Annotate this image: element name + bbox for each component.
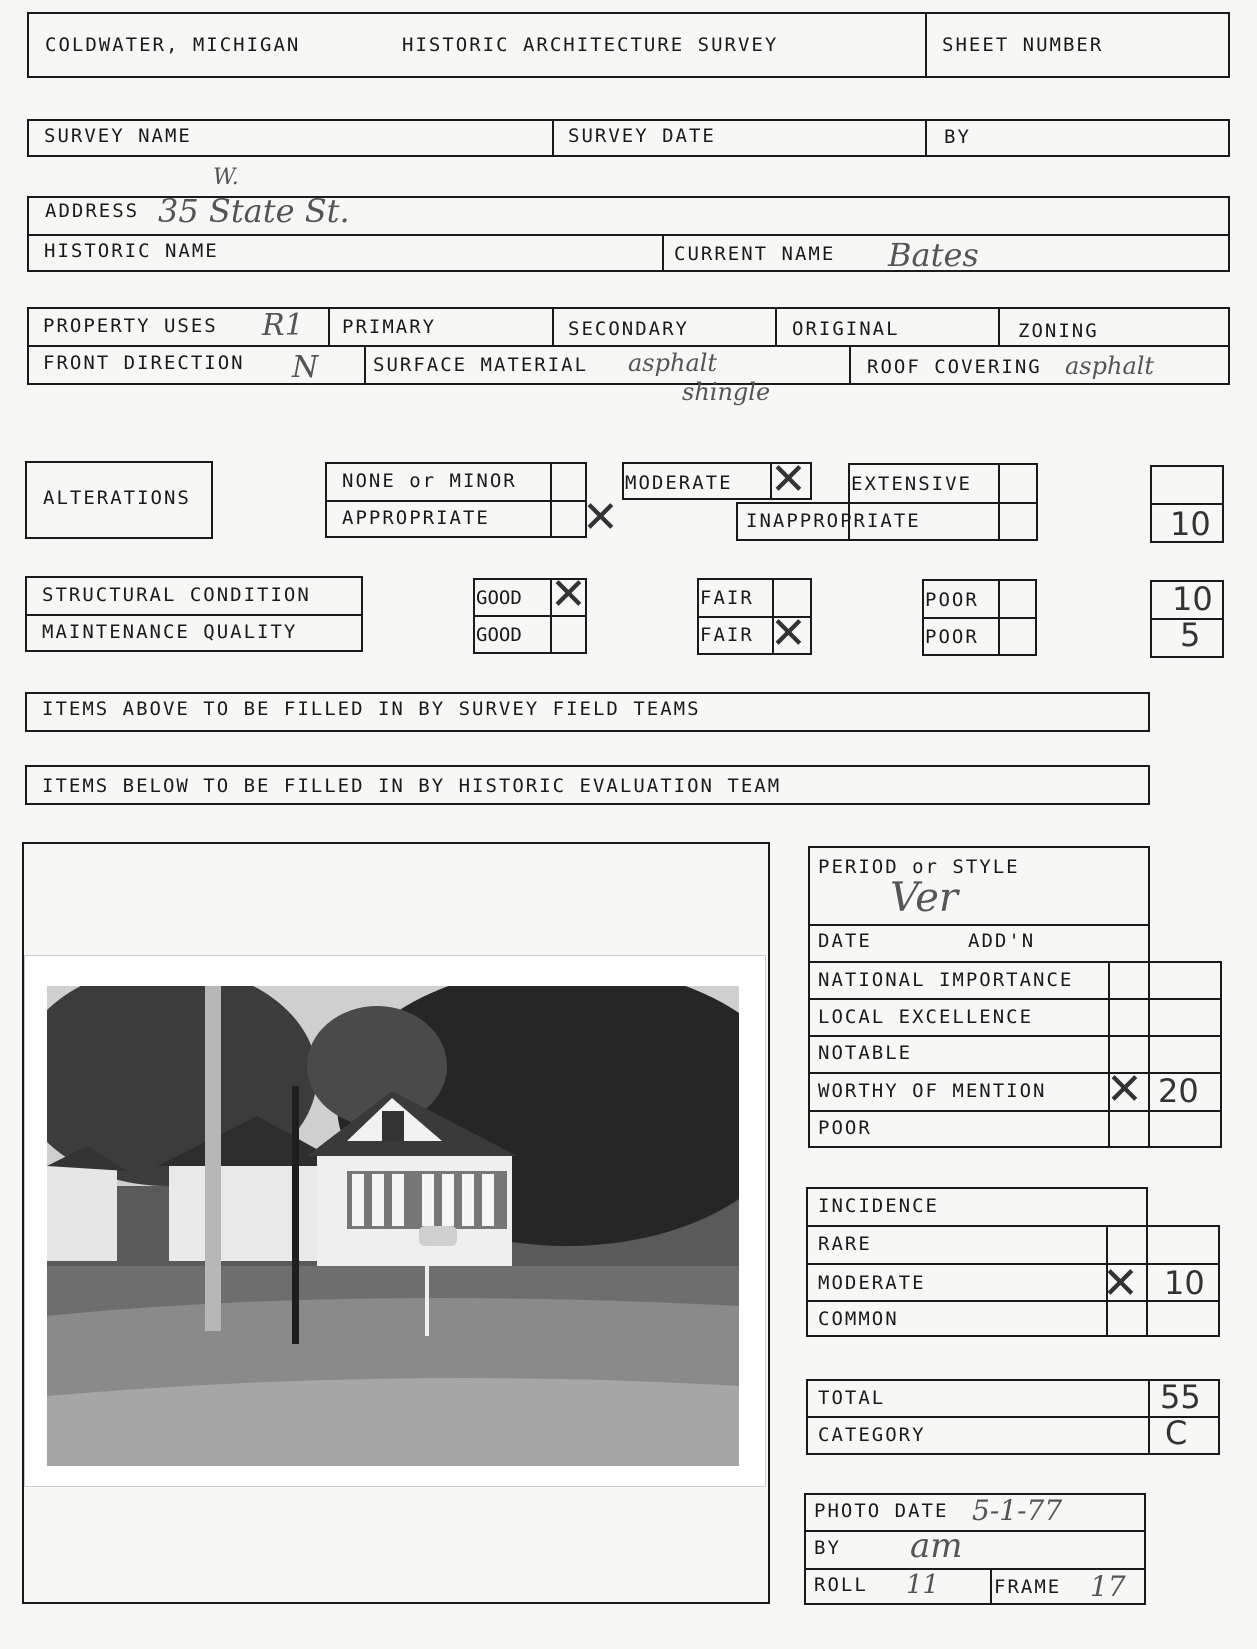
property-div-6 xyxy=(849,345,851,385)
notable-label: NOTABLE xyxy=(818,1042,913,1064)
totals-divider xyxy=(806,1416,1220,1418)
survey-title: HISTORIC ARCHITECTURE SURVEY xyxy=(402,34,779,56)
property-div-3 xyxy=(775,307,777,345)
inc-line-3 xyxy=(806,1300,1220,1302)
maintenance-quality-label: MAINTENANCE QUALITY xyxy=(42,621,298,643)
structural-poor-label: POOR xyxy=(925,589,979,611)
structural-good-check: ✕ xyxy=(550,569,587,620)
addn-label: ADD'N xyxy=(968,930,1036,952)
city-label: COLDWATER, MICHIGAN xyxy=(45,34,301,56)
frame-divider xyxy=(990,1568,992,1605)
current-name-value: Bates xyxy=(888,236,979,274)
roof-covering-value: asphalt xyxy=(1065,352,1155,380)
header-divider xyxy=(925,12,927,78)
condition-label-divider xyxy=(25,614,363,616)
eval-poor-label: POOR xyxy=(818,1117,872,1139)
worthy-score: 20 xyxy=(1158,1072,1199,1110)
totals-value-divider xyxy=(1148,1379,1150,1455)
structural-condition-label: STRUCTURAL CONDITION xyxy=(42,584,311,606)
photo-date-label: PHOTO DATE xyxy=(814,1500,949,1522)
structural-good-label: GOOD xyxy=(476,587,522,609)
address-divider xyxy=(27,234,1230,236)
alterations-score: 10 xyxy=(1170,505,1211,543)
roof-covering-label: ROOF COVERING xyxy=(867,356,1042,378)
eval-line-3 xyxy=(808,998,1222,1000)
photo-by-label: BY xyxy=(814,1537,841,1559)
alterations-none-check-divider xyxy=(550,462,552,538)
property-div-1 xyxy=(328,307,330,345)
survey-divider-1 xyxy=(552,119,554,157)
worthy-of-mention-label: WORTHY OF MENTION xyxy=(818,1080,1047,1102)
original-label: ORIGINAL xyxy=(792,318,900,340)
items-above-top xyxy=(25,692,1150,694)
inappropriate-check-divider xyxy=(998,502,1000,541)
property-div-2 xyxy=(552,307,554,345)
national-importance-label: NATIONAL IMPORTANCE xyxy=(818,969,1074,991)
poor-divider xyxy=(922,617,1037,619)
property-uses-value: R1 xyxy=(262,308,304,343)
photo-by-value: am xyxy=(910,1526,963,1566)
current-name-label: CURRENT NAME xyxy=(674,243,836,265)
inc-line-2 xyxy=(806,1263,1220,1265)
date-label: DATE xyxy=(818,930,872,952)
inc-moderate-check: ✕ xyxy=(1102,1258,1139,1309)
front-direction-label: FRONT DIRECTION xyxy=(43,352,245,374)
incidence-score: 10 xyxy=(1164,1264,1205,1302)
frame-label: FRAME xyxy=(994,1576,1062,1598)
structural-score: 10 xyxy=(1172,580,1213,618)
address-prefix: W. xyxy=(213,165,239,190)
property-uses-label: PROPERTY USES xyxy=(43,315,218,337)
period-style-value: Ver xyxy=(890,875,959,921)
appropriate-check: ✕ xyxy=(582,492,619,543)
maintenance-good-label: GOOD xyxy=(476,624,522,646)
survey-divider-2 xyxy=(925,119,927,157)
house-photo-mount xyxy=(24,955,766,1487)
poor-check-divider xyxy=(998,579,1000,656)
alterations-none-divider xyxy=(325,500,587,502)
structural-fair-label: FAIR xyxy=(700,587,754,609)
eval-line-2 xyxy=(808,961,1222,963)
category-label: CATEGORY xyxy=(818,1424,926,1446)
evaluation-score-col xyxy=(1108,961,1222,1148)
evaluation-box xyxy=(808,846,1150,1148)
surface-material-label: SURFACE MATERIAL xyxy=(373,354,589,376)
total-value: 55 xyxy=(1160,1378,1201,1416)
surface-material-value-2: shingle xyxy=(682,378,771,406)
appropriate-label: APPROPRIATE xyxy=(342,507,490,529)
eval-line-6 xyxy=(808,1110,1222,1112)
maintenance-score: 5 xyxy=(1180,616,1201,654)
survey-by-label: BY xyxy=(944,126,971,148)
period-style-label: PERIOD or STYLE xyxy=(818,856,1020,878)
maintenance-poor-label: POOR xyxy=(925,626,979,648)
property-div-5 xyxy=(364,345,366,385)
items-below-note: ITEMS BELOW TO BE FILLED IN BY HISTORIC EVALUATION TEAM xyxy=(42,775,782,797)
property-divider xyxy=(27,345,1230,347)
inappropriate-label: INAPPROPRIATE xyxy=(746,510,921,532)
alterations-label: ALTERATIONS xyxy=(43,487,191,509)
local-excellence-label: LOCAL EXCELLENCE xyxy=(818,1006,1034,1028)
sheet-number-label: SHEET NUMBER xyxy=(942,34,1104,56)
eval-check-divider xyxy=(1108,961,1110,1148)
primary-label: PRIMARY xyxy=(342,316,437,338)
secondary-label: SECONDARY xyxy=(568,318,689,340)
photo-info-line-1 xyxy=(804,1530,1146,1532)
items-above-note: ITEMS ABOVE TO BE FILLED IN BY SURVEY FIELD TEAMS xyxy=(42,698,701,720)
moderate-check: ✕ xyxy=(770,454,807,505)
category-value: C xyxy=(1165,1414,1188,1452)
front-direction-value: N xyxy=(292,350,319,385)
house-photo xyxy=(47,986,739,1466)
address-value: 35 State St. xyxy=(158,192,350,230)
historic-name-label: HISTORIC NAME xyxy=(44,240,219,262)
none-or-minor-label: NONE or MINOR xyxy=(342,470,517,492)
moderate-label: MODERATE xyxy=(625,472,733,494)
survey-name-label: SURVEY NAME xyxy=(44,125,192,147)
total-label: TOTAL xyxy=(818,1387,886,1409)
address-label: ADDRESS xyxy=(45,200,140,222)
roll-value: 11 xyxy=(906,1570,940,1600)
eval-line-4 xyxy=(808,1035,1222,1037)
zoning-label: ZONING xyxy=(1018,320,1099,342)
property-div-4 xyxy=(998,307,1000,345)
surface-material-value-1: asphalt xyxy=(628,349,718,377)
eval-line-1 xyxy=(808,924,1150,926)
photo-date-value: 5-1-77 xyxy=(972,1494,1063,1527)
inc-moderate-label: MODERATE xyxy=(818,1272,926,1294)
incidence-label: INCIDENCE xyxy=(818,1195,939,1217)
survey-date-label: SURVEY DATE xyxy=(568,125,716,147)
common-label: COMMON xyxy=(818,1308,899,1330)
extensive-label: EXTENSIVE xyxy=(851,473,972,495)
frame-value: 17 xyxy=(1090,1570,1126,1603)
current-name-divider xyxy=(662,234,664,272)
maintenance-fair-label: FAIR xyxy=(700,624,754,646)
rare-label: RARE xyxy=(818,1233,872,1255)
worthy-of-mention-check: ✕ xyxy=(1106,1064,1143,1115)
inc-line-1 xyxy=(806,1225,1220,1227)
roll-label: ROLL xyxy=(814,1574,868,1596)
maintenance-fair-check: ✕ xyxy=(770,608,807,659)
